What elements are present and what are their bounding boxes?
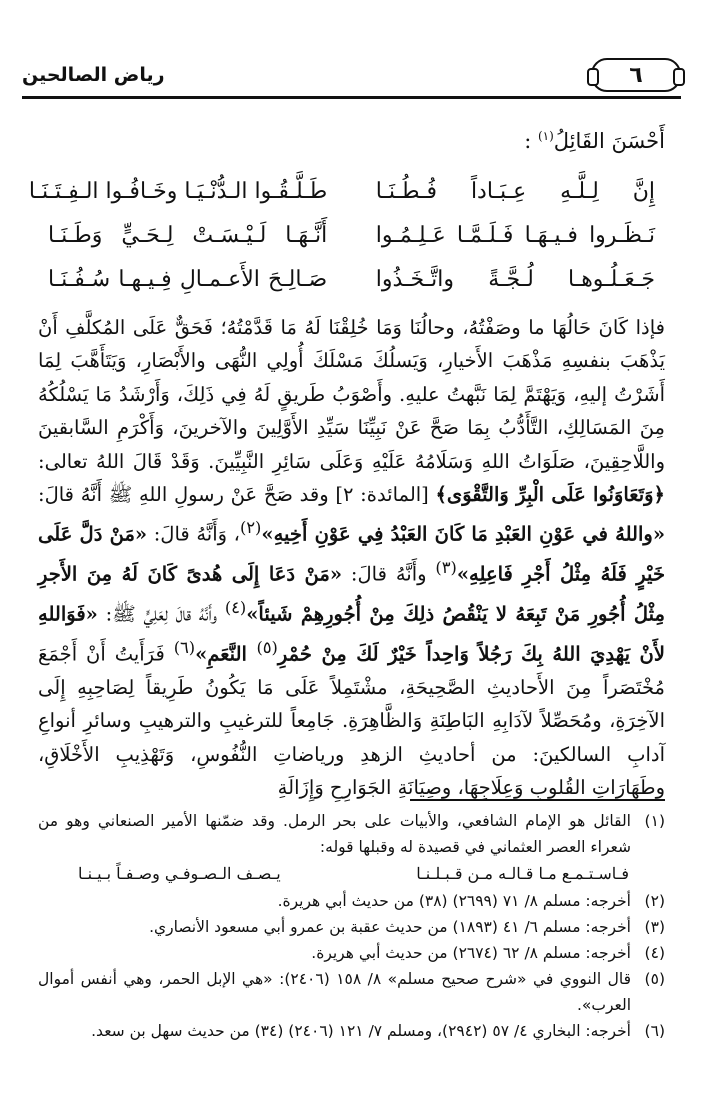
verse-second-hemistich: طَـلَّـقُـوا الـدُّنْـيَـا وخَـافُـوا الـفِـتَـنَـا <box>28 178 328 204</box>
footnote-ref-4: (٤) <box>224 598 247 618</box>
footnote <box>38 940 665 966</box>
page-number: ٦ <box>629 62 643 88</box>
footnote-ref-5: (٥) <box>256 638 278 658</box>
footnote-text: أخرجه: البخاري ٤/ ٥٧ (٢٩٤٢)، ومسلم ٧/ ١٢١ (٢٤٠٦) (٣٤) من حديث سهل بن سعد. <box>91 1022 631 1040</box>
page-number-frame <box>591 58 681 92</box>
text-run: فإذا كَانَ حَالُهَا ما وصَفْتُهُ، وحالُنَا وَمَا خُلِقْنَا لَهُ مَا قَدَّمْتُهُ؛ فَحَقٌّ عَلَى المُكلَّفِ أَنْ يَذْهَبَ بنفسِهِ مَذْهَبَ الأَخيارِ، وَيَسلُكَ مَسْلَكَ أُولِي النُّهَى والأَبْصَارِ، وَيَتَأَهَّبَ لِمَا أَشَرْتُ إليهِ، وَيَهْتَمَّ لِمَا نَبَّهتُ عليهِ. وأَصْوَبُ طَريقٍ لَهُ فِي ذَلِكَ، وَأَرْشَدُ مَا يَسْلُكُهُ مِنَ المَسَالِكِ، التَّأَدُّبُ بِمَا صَحَّ عَنْ نَبِيِّنَا سَيِّدِ الأَوَّلِينَ والآخرينَ، وَأَكْرَمِ السَّابقينَ واللَّاحِقِينَ، صَلَوَاتُ اللهِ وَسَلَامُهُ عَلَيْهِ وَعَلَى سَائِرِ النَّبِيِّينَ. وَقَدْ قَالَ اللهُ تعالى: <box>38 316 665 473</box>
footnote-ref-1: (١) <box>537 129 554 143</box>
footnote-number: (٦) <box>644 1022 665 1040</box>
hadith-quote-end: النَّعَمِ» <box>195 642 257 666</box>
footnote-number: (٤) <box>644 944 665 962</box>
footnote-text: قال النووي في «شرح صحيح مسلم» ٨/ ١٥٨ (٢٤٠٦): «هي الإبل الحمر، وهي أنفس أموال العرب». <box>38 970 631 1014</box>
page-header <box>22 52 681 98</box>
footnote-number: (٥) <box>644 970 665 988</box>
text-run: وقد صَحَّ عَنْ رسولِ اللهِ ﷺ أَنَّهُ قالَ: <box>38 483 329 507</box>
footnote-verse-first: فـاسـتـمـع مـا قـالـه مـن قـبـلـنـا <box>416 864 629 883</box>
footnote-verse-second: يـصـف الـصـوفـي وصـفـاً بـيـنـا <box>78 864 281 883</box>
hadith-quote: «فَوَاللهِ لأَنْ يَهْدِيَ اللهُ بِكَ رَجُلاً وَاحِداً خَيْرٌ لَكَ مِنْ حُمْرِ <box>38 602 666 666</box>
footnote-text: القائل هو الإمام الشافعي، والأبيات على بحر الرمل. وقد ضمّنها الأمير الصنعاني وهو من شعراء العصر العثماني في قصيدة له وقبلها قوله: <box>38 812 631 856</box>
verse-first-hemistich: نَـظَـروا فـيـهَـا فَـلَـمَّـا عَـلِـمُـوا <box>375 222 655 248</box>
footnote <box>38 914 665 940</box>
text-run: فَرَأَيتُ أَنْ أَجْمَعَ مُخْتَصَراً مِنَ الأَحاديثِ الصَّحِيحَةِ، مشْتَمِلاً عَلَى مَا يَكُونُ طَرِيقاً لِصَاحِبِهِ إِلَى الآخِرَةِ، ومُحَصِّلاً لآدَابِهِ البَاطِنَةِ وَالظَّاهِرَةِ. جَامِعاً للترغيبِ والترهيبِ وسائرِ أنواعِ آدابِ السالكينَ: من أحاديثِ الزهدِ ورياضاتِ النُّفُوسِ، وَتَهْذِيبِ الأَخْلَاقِ، وطَهَارَاتِ القُلوبِ وَعِلَاجِهَا، وصِيَانَةِ الجَوَارِحِ وَإِزَالَةِ <box>38 642 665 800</box>
verse-line <box>38 213 665 257</box>
footnote <box>38 808 665 860</box>
hadith-quote: «واللهُ في عَوْنِ العَبْدِ مَا كَانَ العَبْدُ فِي عَوْنِ أَخِيهِ» <box>261 522 666 546</box>
footnote-text: أخرجه: مسلم ٨/ ٦٢ (٢٦٧٤) من حديث أبي هريرة. <box>311 944 631 962</box>
verse-line <box>38 257 665 301</box>
quran-verse: ﴿وَتَعَاوَنُوا عَلَى الْبِرِّ وَالتَّقْوَى﴾ <box>435 483 665 507</box>
footnotes <box>38 808 665 1044</box>
header-rule <box>22 96 681 99</box>
footnote-text: أخرجه: مسلم ٨/ ٧١ (٢٦٩٩) (٣٨) من حديث أبي هريرة. <box>277 892 631 910</box>
footnote-number: (١) <box>644 812 665 830</box>
footnote-verse <box>38 860 665 888</box>
footnote-separator <box>410 799 665 801</box>
text-run: ، وَأَنَّهُ قالَ: <box>147 522 240 546</box>
quran-reference: [المائدة: ٢] <box>328 483 436 507</box>
poem-intro <box>38 118 665 159</box>
paragraph <box>38 311 665 805</box>
verse-first-hemistich: جَـعَـلُـوهـا لُـجَّـةً واتَّـخَـذُوا <box>375 266 655 292</box>
verse-second-hemistich: صَـالِـحَ الأَعـمـالِ فِـيـهـا سُـفُـنَـا <box>48 266 328 292</box>
footnote-ref-3: (٣) <box>435 558 457 578</box>
poem-intro-text: أَحْسَنَ القَائِلُ <box>553 129 665 153</box>
body-paragraph <box>38 311 665 805</box>
hadith-quote: «مَنْ دَعَا إِلَى هُدىً كَانَ لَهُ مِنَ الأَجرِ مِثْلُ أُجُورِ مَنْ تَبِعَهُ لا يَنْقُصُ ذلِكَ مِنْ أُجُورِهِمْ شَيئاً» <box>38 562 665 626</box>
footnote <box>38 1018 665 1044</box>
footnote-text: أخرجه: مسلم ٦/ ٤١ (١٨٩٣) من حديث عقبة بن عمرو أبي مسعود الأنصاري. <box>149 918 631 936</box>
text-run: وأَنَّهُ قالَ لِعَلِيٍّ ﷺ: <box>97 602 225 626</box>
verse-second-hemistich: أَنَّـهَـا لَـيْـسَـتْ لِـحَـيٍّ وَطَـنَـا <box>48 222 328 248</box>
footnote-ref-6: (٦) <box>173 638 196 658</box>
verse-first-hemistich: إِنَّ لِـلَّـهِ عِـبَـاداً فُـطُـنَـا <box>375 178 655 204</box>
poem-intro-colon: : <box>524 129 538 153</box>
poem-verses <box>28 169 665 301</box>
verse-line <box>28 169 665 213</box>
footnote-number: (٣) <box>644 918 665 936</box>
main-text <box>28 118 666 805</box>
hadith-quote: «مَنْ دَلَّ عَلَى خَيْرٍ فَلَهُ مِثْلُ أَجْرِ فَاعِلِهِ» <box>38 522 665 586</box>
footnote <box>38 888 665 914</box>
text-run: وأَنَّهُ قالَ: <box>342 562 436 586</box>
footnote <box>38 966 665 1018</box>
footnote-ref-2: (٢) <box>239 518 262 538</box>
book-title: رياض الصالحين <box>22 64 165 86</box>
footnote-number: (٢) <box>644 892 665 910</box>
